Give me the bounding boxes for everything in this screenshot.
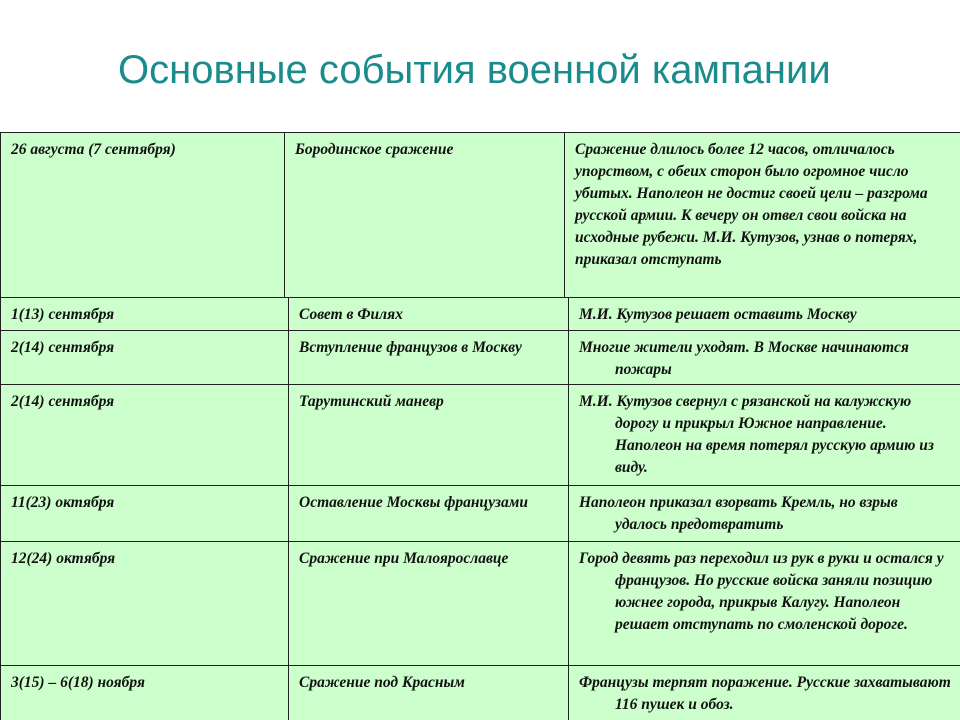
table-row bbox=[0, 666, 960, 720]
table-row bbox=[0, 133, 960, 298]
table-row bbox=[0, 331, 960, 385]
event-cell: Совет в Филях bbox=[289, 298, 569, 331]
event-cell: Бородинское сражение bbox=[285, 133, 565, 298]
details-cell: Наполеон приказал взорвать Кремль, но взрыв удалось предотвратить bbox=[569, 486, 960, 542]
events-table bbox=[0, 132, 960, 720]
event-cell: Сражение под Красным bbox=[289, 666, 569, 720]
date-cell: 11(23) октября bbox=[0, 486, 289, 542]
page-title: Основные события военной кампании bbox=[118, 48, 831, 92]
table-row bbox=[0, 486, 960, 542]
details-cell: М.И. Кутузов свернул с рязанской на калужскую дорогу и прикрыл Южное направление. Наполеон на время потерял русскую армию из виду. bbox=[569, 385, 960, 486]
table-row bbox=[0, 542, 960, 666]
event-cell: Сражение при Малоярославце bbox=[289, 542, 569, 666]
date-cell: 26 августа (7 сентября) bbox=[0, 133, 285, 298]
table-row bbox=[0, 298, 960, 331]
date-cell: 2(14) сентября bbox=[0, 385, 289, 486]
date-cell: 1(13) сентября bbox=[0, 298, 289, 331]
event-cell: Тарутинский маневр bbox=[289, 385, 569, 486]
details-cell: Сражение длилось более 12 часов, отличалось упорством, с обеих сторон было огромное число убитых. Наполеон не достиг своей цели – разгрома русской армии. К вечеру он отвел свои войска на исходные рубежи. М.И. Кутузов, узнав о потерях, приказал отступать bbox=[565, 133, 960, 298]
date-cell: 2(14) сентября bbox=[0, 331, 289, 385]
details-cell: М.И. Кутузов решает оставить Москву bbox=[569, 298, 960, 331]
event-cell: Вступление французов в Москву bbox=[289, 331, 569, 385]
table-row bbox=[0, 385, 960, 486]
event-cell: Оставление Москвы французами bbox=[289, 486, 569, 542]
details-cell: Город девять раз переходил из рук в руки и остался у французов. Но русские войска заняли позицию южнее города, прикрыв Калугу. Наполеон решает отступать по смоленской дороге. bbox=[569, 542, 960, 666]
date-cell: 3(15) – 6(18) ноября bbox=[0, 666, 289, 720]
date-cell: 12(24) октября bbox=[0, 542, 289, 666]
details-cell: Многие жители уходят. В Москве начинаются пожары bbox=[569, 331, 960, 385]
details-cell: Французы терпят поражение. Русские захватывают 116 пушек и обоз. bbox=[569, 666, 960, 720]
